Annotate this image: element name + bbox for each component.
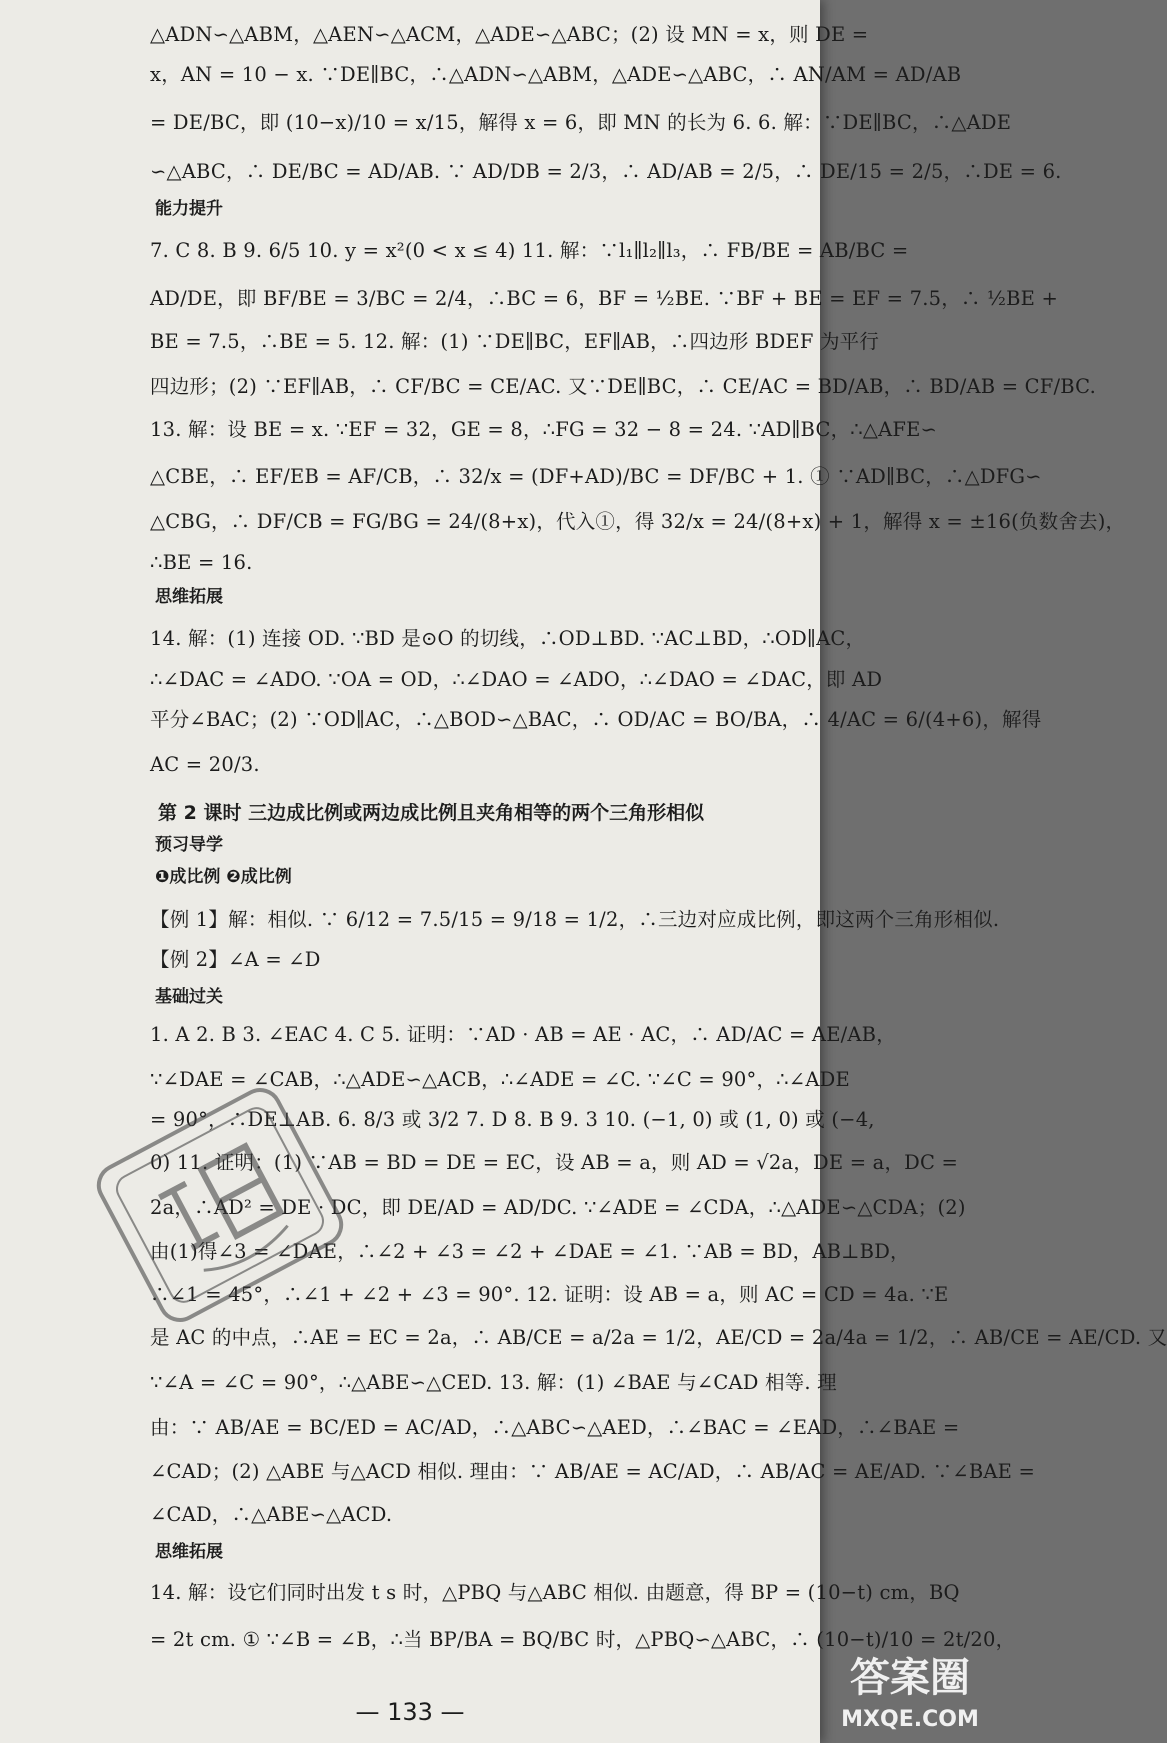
text-line: ∠CAD；(2) △ABE 与△ACD 相似. 理由：∵ AB/AE = AC/AD，∴ AB/AC = AE/AD. ∵∠BAE =	[150, 1460, 1036, 1483]
text-line: 由(1)得∠3 = ∠DAE，∴∠2 + ∠3 = ∠2 + ∠DAE = ∠1. ∵AB = BD，AB⊥BD，	[150, 1240, 910, 1263]
text-line: 【例 1】解：相似. ∵ 6/12 = 7.5/15 = 9/18 = 1/2，∴三边对应成比例，即这两个三角形相似.	[150, 908, 1000, 931]
text-line: 14. 解：设它们同时出发 t s 时，△PBQ 与△ABC 相似. 由题意，得 BP = (10−t) cm，BQ	[150, 1581, 960, 1604]
text-line: 2a，∴AD² = DE · DC，即 DE/AD = AD/DC. ∵∠ADE = ∠CDA，∴△ADE∽△CDA；(2)	[150, 1196, 966, 1219]
text-line: BE = 7.5，∴BE = 5. 12. 解：(1) ∵DE∥BC，EF∥AB，∴四边形 BDEF 为平行	[150, 330, 880, 353]
text-line: ∽△ABC，∴ DE/BC = AD/AB. ∵ AD/DB = 2/3，∴ AD/AB = 2/5，∴ DE/15 = 2/5，∴DE = 6.	[150, 160, 1062, 183]
text-line: 由：∵ AB/AE = BC/ED = AC/AD，∴△ABC∽△AED，∴∠BAC = ∠EAD，∴∠BAE =	[150, 1416, 960, 1439]
text-line: 四边形；(2) ∵EF∥AB，∴ CF/BC = CE/AC. 又∵DE∥BC，∴ CE/AC = BD/AB，∴ BD/AB = CF/BC.	[150, 375, 1097, 398]
text-line: ∴∠DAC = ∠ADO. ∵OA = OD，∴∠DAO = ∠ADO，∴∠DAO = ∠DAC，即 AD	[150, 668, 883, 691]
watermark-brand: 答案圈	[850, 1655, 970, 1701]
text-line: = 2t cm. ① ∵∠B = ∠B，∴当 BP/BA = BQ/BC 时，△PBQ∽△ABC，∴ (10−t)/10 = 2t/20，	[150, 1628, 1016, 1651]
text-line: 1. A 2. B 3. ∠EAC 4. C 5. 证明：∵AD · AB = AE · AC，∴ AD/AC = AE/AB，	[150, 1023, 896, 1046]
text-line: 0) 11. 证明：(1) ∵AB = BD = DE = EC，设 AB = a，则 AD = √2a，DE = a，DC =	[150, 1151, 959, 1174]
section-heading: 预习导学	[155, 835, 223, 855]
section-heading: 思维拓展	[155, 1542, 223, 1562]
watermark-url: MXQE.COM	[841, 1707, 979, 1732]
text-line: △CBE，∴ EF/EB = AF/CB，∴ 32/x = (DF+AD)/BC = DF/BC + 1. ① ∵AD∥BC，∴△DFG∽	[150, 465, 1042, 488]
text-line: 【例 2】∠A = ∠D	[150, 948, 321, 971]
text-line: x，AN = 10 − x. ∵DE∥BC，∴△ADN∽△ABM，△ADE∽△ABC，∴ AN/AM = AD/AB	[150, 63, 962, 86]
text-line: = DE/BC，即 (10−x)/10 = x/15，解得 x = 6，即 MN 的长为 6. 6. 解：∵DE∥BC，∴△ADE	[150, 111, 1012, 134]
text-line: ∠CAD，∴△ABE∽△ACD.	[150, 1503, 393, 1526]
text-line: 是 AC 的中点，∴AE = EC = 2a，∴ AB/CE = a/2a = 1/2，AE/CD = 2a/4a = 1/2，∴ AB/CE = AE/CD. 又	[150, 1326, 1167, 1349]
preview-answers: ❶成比例 ❷成比例	[155, 867, 292, 887]
text-line: 平分∠BAC；(2) ∵OD∥AC，∴△BOD∽△BAC，∴ OD/AC = BO/BA，∴ 4/AC = 6/(4+6)，解得	[150, 708, 1042, 731]
section-heading: 基础过关	[155, 987, 223, 1007]
section-heading: 思维拓展	[155, 587, 223, 607]
text-line: 7. C 8. B 9. 6/5 10. y = x²(0 < x ≤ 4) 11. 解：∵l₁∥l₂∥l₃，∴ FB/BE = AB/BC =	[150, 239, 909, 262]
text-line: ∴BE = 16.	[150, 551, 253, 574]
text-line: ∵∠DAE = ∠CAB，∴△ADE∽△ACB，∴∠ADE = ∠C. ∵∠C = 90°，∴∠ADE	[150, 1068, 850, 1091]
text-line: ∵∠A = ∠C = 90°，∴△ABE∽△CED. 13. 解：(1) ∠BAE 与∠CAD 相等. 理	[150, 1371, 837, 1394]
text-line: AC = 20/3.	[150, 753, 260, 776]
page-number: — 133 —	[355, 1698, 465, 1726]
lesson-title: 第 2 课时 三边成比例或两边成比例且夹角相等的两个三角形相似	[158, 802, 705, 824]
watermark	[820, 1650, 1000, 1743]
text-line: 13. 解：设 BE = x. ∵EF = 32，GE = 8，∴FG = 32 − 8 = 24. ∵AD∥BC，∴△AFE∽	[150, 418, 938, 441]
text-line: ∴∠1 = 45°，∴∠1 + ∠2 + ∠3 = 90°. 12. 证明：设 AB = a，则 AC = CD = 4a. ∵E	[150, 1283, 949, 1306]
text-line: AD/DE，即 BF/BE = 3/BC = 2/4，∴BC = 6，BF = ½BE. ∵BF + BE = EF = 7.5，∴ ½BE +	[150, 287, 1059, 310]
text-line: 14. 解：(1) 连接 OD. ∵BD 是⊙O 的切线，∴OD⊥BD. ∵AC⊥BD，∴OD∥AC，	[150, 627, 866, 650]
text-line: △CBG，∴ DF/CB = FG/BG = 24/(8+x)，代入①，得 32/x = 24/(8+x) + 1，解得 x = ±16(负数舍去)，	[150, 510, 1126, 533]
text-line: = 90°，∴DE⊥AB. 6. 8/3 或 3/2 7. D 8. B 9. 3 10. (−1, 0) 或 (1, 0) 或 (−4,	[150, 1108, 875, 1131]
section-heading: 能力提升	[155, 199, 223, 219]
text-line: △ADN∽△ABM，△AEN∽△ACM，△ADE∽△ABC；(2) 设 MN = x，则 DE =	[150, 23, 869, 46]
